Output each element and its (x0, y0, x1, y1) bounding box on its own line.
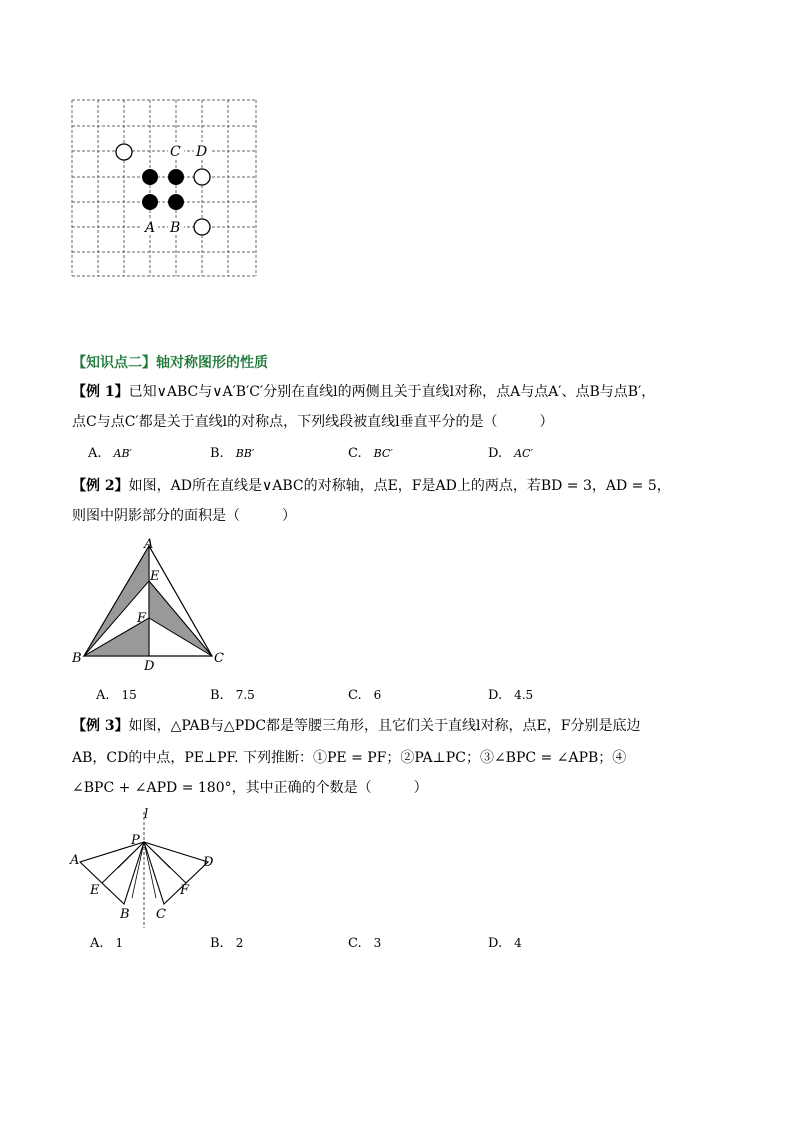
example1-option-a: A. AB′ (88, 446, 133, 461)
tri-label-e: E (150, 569, 160, 584)
example3-text1: 如图，△PAB与△PDC都是等腰三角形，且它们关于直线l对称，点E，F分别是底边 (128, 718, 641, 734)
grid-lines (72, 100, 256, 276)
example3-line2: AB，CD的中点，PE⊥PF. 下列推断：①PE = PF；②PA⊥PC；③∠BPC = ∠APB；④ (72, 750, 627, 766)
tri-label-f: F (137, 611, 147, 626)
example2-option-c: C. 6 (348, 688, 382, 703)
example3-option-b: B. 2 (210, 936, 244, 951)
example2-option-d: D. 4.5 (488, 688, 534, 703)
iso-label-e: E (90, 883, 100, 898)
grid-label-d: D (196, 144, 208, 160)
example3-tag: 【例 3】 (72, 718, 129, 734)
example2-line2: 则图中阴影部分的面积是（ ） (72, 508, 296, 524)
iso-label-l: l (144, 807, 149, 822)
black-stone (168, 169, 184, 185)
example1-text1: 已知∨ABC与∨A′B′C′分别在直线l的两侧且关于直线l对称，点A与点A′、点B与点B′， (128, 384, 656, 400)
white-stone (194, 169, 210, 185)
white-stone (194, 219, 210, 235)
iso-label-c: C (156, 907, 166, 922)
iso-label-p: P (131, 833, 140, 848)
iso-label-f: F (180, 883, 190, 898)
black-stone (142, 169, 158, 185)
example3-line3: ∠BPC + ∠APD = 180°，其中正确的个数是（ ） (72, 780, 428, 796)
iso-label-a: A (70, 853, 80, 868)
example1-line1 (72, 382, 655, 402)
isosceles-figure (66, 806, 236, 932)
example2-option-b: B. 7.5 (210, 688, 255, 703)
black-stone (168, 194, 184, 210)
example3-option-a: A. 1 (90, 936, 124, 951)
section-title: 【知识点二】轴对称图形的性质 (72, 355, 268, 371)
example3-option-c: C. 3 (348, 936, 382, 951)
example1-option-d: D. AC′ (488, 446, 533, 461)
triangle-figure (68, 536, 238, 676)
example3-line1 (72, 716, 640, 736)
example2-option-a: A. 15 (96, 688, 137, 703)
iso-label-d: D (203, 855, 214, 870)
tri-label-c: C (214, 651, 224, 666)
iso-label-b: B (120, 907, 130, 922)
white-stone (116, 144, 132, 160)
grid-figure (70, 98, 260, 280)
example1-option-c: C. BC′ (348, 446, 393, 461)
example1-option-b: B. BB′ (210, 446, 255, 461)
tri-label-b: B (72, 651, 82, 666)
example2-text1: 如图，AD所在直线是∨ABC的对称轴，点E，F是AD上的两点，若BD = 3，AD = 5， (128, 478, 671, 494)
grid-label-a: A (145, 220, 156, 236)
example1-line2: 点C与点C′都是关于直线l的对称点，下列线段被直线l垂直平分的是（ ） (72, 414, 554, 430)
example3-option-d: D. 4 (488, 936, 522, 951)
example2-line1 (72, 476, 671, 496)
grid-label-b: B (170, 220, 181, 236)
tri-label-d: D (144, 659, 155, 674)
grid-label-c: C (170, 144, 181, 160)
tri-label-a: A (144, 537, 154, 552)
shade-efc (149, 581, 212, 656)
example1-tag: 【例 1】 (72, 384, 129, 400)
black-stone (142, 194, 158, 210)
example2-tag: 【例 2】 (72, 478, 129, 494)
